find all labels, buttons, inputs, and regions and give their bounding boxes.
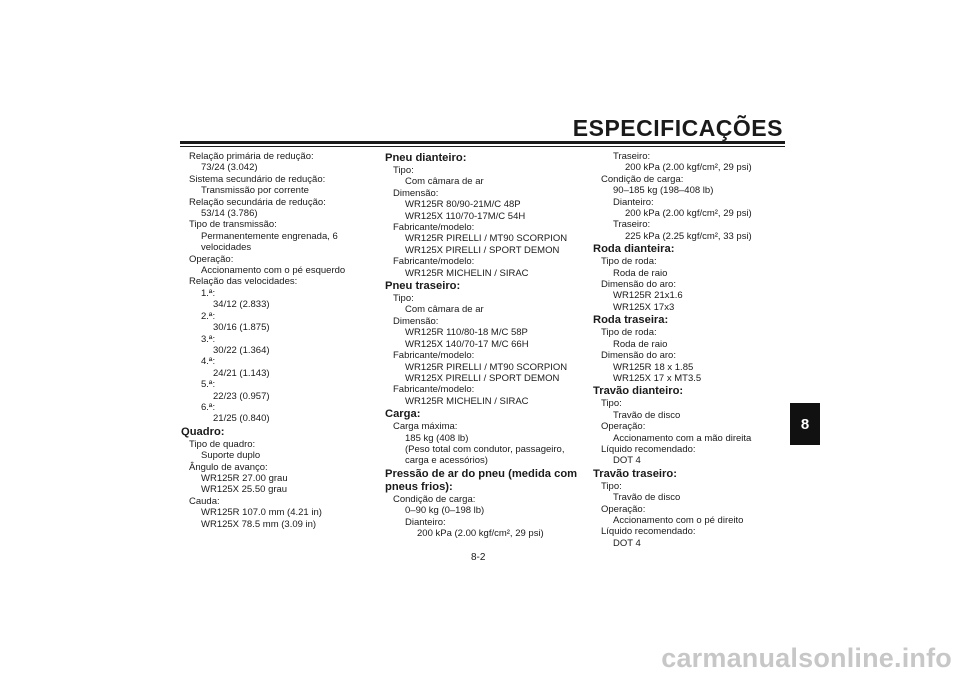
spec-line: Fabricante/modelo: bbox=[393, 350, 475, 362]
spec-line: WR125R MICHELIN / SIRAC bbox=[405, 395, 529, 407]
header-rule-thick bbox=[180, 141, 785, 144]
spec-line: Accionamento com o pé direito bbox=[613, 514, 744, 526]
spec-line: Relação das velocidades: bbox=[189, 276, 298, 288]
spec-column-2 bbox=[385, 151, 580, 539]
spec-line: velocidades bbox=[201, 242, 252, 254]
spec-line: Tipo: bbox=[393, 293, 414, 305]
spec-line: Fabricante/modelo: bbox=[393, 222, 475, 234]
spec-line: 34/12 (2.833) bbox=[213, 299, 270, 311]
spec-column-3 bbox=[593, 151, 788, 549]
section-heading: Pneu traseiro: bbox=[385, 280, 461, 293]
section-heading: Carga: bbox=[385, 408, 421, 421]
spec-line: 30/22 (1.364) bbox=[213, 344, 270, 356]
page-number: 8-2 bbox=[471, 552, 486, 563]
spec-line: WR125R 18 x 1.85 bbox=[613, 361, 694, 373]
spec-line: WR125R PIRELLI / MT90 SCORPION bbox=[405, 361, 568, 373]
section-heading: Roda traseira: bbox=[593, 314, 669, 327]
spec-line: WR125R MICHELIN / SIRAC bbox=[405, 267, 529, 279]
spec-line: Tipo de transmissão: bbox=[189, 219, 277, 231]
spec-line: WR125X PIRELLI / SPORT DEMON bbox=[405, 372, 560, 384]
spec-line: Operação: bbox=[601, 503, 646, 515]
spec-line: WR125R PIRELLI / MT90 SCORPION bbox=[405, 233, 568, 245]
spec-line: WR125X PIRELLI / SPORT DEMON bbox=[405, 244, 560, 256]
chapter-tab: 8 bbox=[790, 403, 820, 445]
spec-line: WR125X 78.5 mm (3.09 in) bbox=[201, 518, 317, 530]
section-heading: Pneu dianteiro: bbox=[385, 152, 467, 164]
spec-line: Transmissão por corrente bbox=[201, 185, 309, 197]
spec-line: Traseiro: bbox=[613, 151, 651, 162]
spec-line: Suporte duplo bbox=[201, 450, 261, 462]
spec-line: Com câmara de ar bbox=[405, 176, 484, 188]
spec-line: Dimensão do aro: bbox=[601, 350, 676, 362]
spec-line: 53/14 (3.786) bbox=[201, 208, 258, 220]
spec-line: Fabricante/modelo: bbox=[393, 384, 475, 396]
section-heading: Travão dianteiro: bbox=[593, 385, 684, 398]
spec-line: 30/16 (1.875) bbox=[213, 322, 270, 334]
spec-line: Accionamento com o pé esquerdo bbox=[201, 265, 346, 277]
spec-line: WR125X 110/70-17M/C 54H bbox=[405, 210, 526, 222]
spec-line: Tipo de quadro: bbox=[189, 438, 256, 450]
spec-line: WR125R 27.00 grau bbox=[201, 472, 288, 484]
spec-line: 0–90 kg (0–198 lb) bbox=[405, 505, 485, 517]
spec-line: Líquido recomendado: bbox=[601, 526, 696, 538]
section-heading: Travão traseiro: bbox=[593, 467, 677, 480]
section-heading: Quadro: bbox=[181, 425, 225, 438]
spec-line: 21/25 (0.840) bbox=[213, 413, 270, 425]
spec-line: Dimensão: bbox=[393, 315, 439, 327]
spec-line: WR125R 107.0 mm (4.21 in) bbox=[201, 507, 322, 519]
spec-line: 200 kPa (2.00 kgf/cm², 29 psi) bbox=[625, 208, 752, 220]
spec-line: DOT 4 bbox=[613, 455, 641, 467]
spec-line: carga e acessórios) bbox=[405, 455, 488, 467]
spec-line: 200 kPa (2.00 kgf/cm², 29 psi) bbox=[625, 162, 752, 174]
spec-line: Com câmara de ar bbox=[405, 304, 484, 316]
spec-line: Sistema secundário de redução: bbox=[189, 173, 326, 185]
spec-line: WR125X 17 x MT3.5 bbox=[613, 372, 702, 384]
spec-line: Condição de carga: bbox=[601, 173, 684, 185]
spec-line: Fabricante/modelo: bbox=[393, 256, 475, 268]
spec-line: Operação: bbox=[189, 253, 234, 265]
spec-line: 24/21 (1.143) bbox=[213, 367, 270, 379]
spec-line: 185 kg (408 lb) bbox=[405, 432, 469, 444]
spec-line: Tipo: bbox=[601, 480, 622, 492]
spec-line: Dimensão: bbox=[393, 187, 439, 199]
spec-line: 90–185 kg (198–408 lb) bbox=[613, 185, 714, 197]
spec-line: WR125X 140/70-17 M/C 66H bbox=[405, 338, 529, 350]
spec-line: Accionamento com a mão direita bbox=[613, 432, 752, 444]
spec-line: Dimensão do aro: bbox=[601, 279, 676, 291]
spec-line: Traseiro: bbox=[613, 219, 651, 231]
spec-line: Cauda: bbox=[189, 495, 220, 507]
spec-line: 5.ª: bbox=[201, 379, 216, 391]
spec-line: Tipo de roda: bbox=[601, 256, 657, 268]
spec-line: Tipo: bbox=[601, 398, 622, 410]
spec-line: Operação: bbox=[601, 421, 646, 433]
spec-line: 73/24 (3.042) bbox=[201, 162, 258, 174]
spec-line: Permanentemente engrenada, 6 bbox=[201, 230, 338, 242]
spec-line: 3.ª: bbox=[201, 333, 216, 345]
spec-line: Tipo de roda: bbox=[601, 327, 657, 339]
spec-line: Condição de carga: bbox=[393, 493, 476, 505]
spec-line: Tipo: bbox=[393, 165, 414, 176]
spec-line: Dianteiro: bbox=[405, 516, 446, 528]
spec-line: 1.ª: bbox=[201, 287, 216, 299]
spec-line: 4.ª: bbox=[201, 356, 216, 368]
spec-line: (Peso total com condutor, passageiro, bbox=[405, 443, 565, 455]
spec-line: 6.ª: bbox=[201, 401, 216, 413]
spec-line: Relação secundária de redução: bbox=[189, 196, 326, 208]
spec-line: WR125R 80/90-21M/C 48P bbox=[405, 199, 521, 211]
spec-line: 2.ª: bbox=[201, 310, 216, 322]
spec-line: Ângulo de avanço: bbox=[189, 461, 268, 473]
spec-line: Travão de disco bbox=[613, 409, 681, 421]
section-heading: Pressão de ar do pneu (medida com pneus frios): bbox=[385, 467, 578, 493]
spec-line: WR125X 25.50 grau bbox=[201, 484, 288, 496]
spec-line: Líquido recomendado: bbox=[601, 443, 696, 455]
spec-line: 225 kPa (2.25 kgf/cm², 33 psi) bbox=[625, 230, 752, 242]
spec-line: Dianteiro: bbox=[613, 196, 654, 208]
spec-line: WR125R 110/80-18 M/C 58P bbox=[405, 327, 528, 339]
watermark: carmanualsonline.info bbox=[661, 643, 952, 673]
spec-line: WR125R 21x1.6 bbox=[613, 290, 683, 302]
header-rule-thin bbox=[180, 146, 785, 147]
spec-line: Roda de raio bbox=[613, 267, 668, 279]
spec-column-1 bbox=[181, 151, 371, 530]
spec-line: DOT 4 bbox=[613, 537, 641, 549]
section-heading: Roda dianteira: bbox=[593, 243, 675, 256]
spec-line: 200 kPa (2.00 kgf/cm², 29 psi) bbox=[417, 527, 544, 539]
page-title: ESPECIFICAÇÕES bbox=[572, 115, 783, 141]
spec-line: 22/23 (0.957) bbox=[213, 390, 270, 402]
spec-line: Relação primária de redução: bbox=[189, 151, 314, 162]
spec-line: Travão de disco bbox=[613, 492, 681, 504]
spec-line: WR125X 17x3 bbox=[613, 301, 675, 313]
spec-line: Carga máxima: bbox=[393, 421, 458, 433]
spec-line: Roda de raio bbox=[613, 338, 668, 350]
